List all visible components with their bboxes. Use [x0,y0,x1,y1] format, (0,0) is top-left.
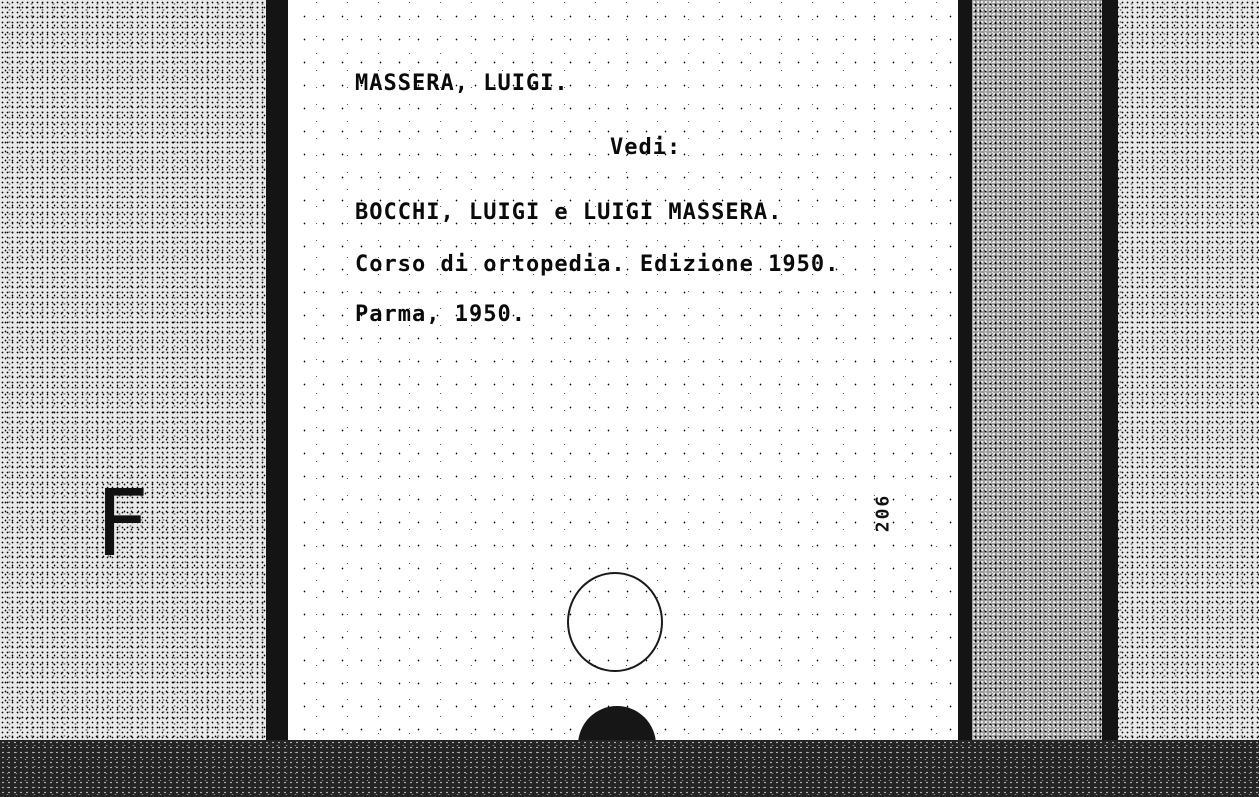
card-edge-far-right [1102,0,1118,740]
entry-author: BOCCHI, LUIGI e LUIGI MASSERA. [355,200,783,225]
card-heading: MASSERA, LUIGI. [355,71,569,96]
punch-hole [567,572,663,672]
entry-imprint: Parma, 1950. [355,302,526,327]
card-number-text: 206 [872,493,894,533]
entry-title: Corso di ortopedia. Edizione 1950. [355,252,840,277]
drawer-bottom-band [0,740,1259,797]
left-card [0,0,270,740]
guide-letter: F [96,470,149,577]
adjacent-card-edge [972,0,1102,740]
right-card [1118,0,1259,740]
card-number [868,488,898,538]
catalog-card [288,0,958,740]
card-edge-right [958,0,972,740]
card-edge-left [266,0,288,740]
cross-reference-label: Vedi: [610,135,682,160]
